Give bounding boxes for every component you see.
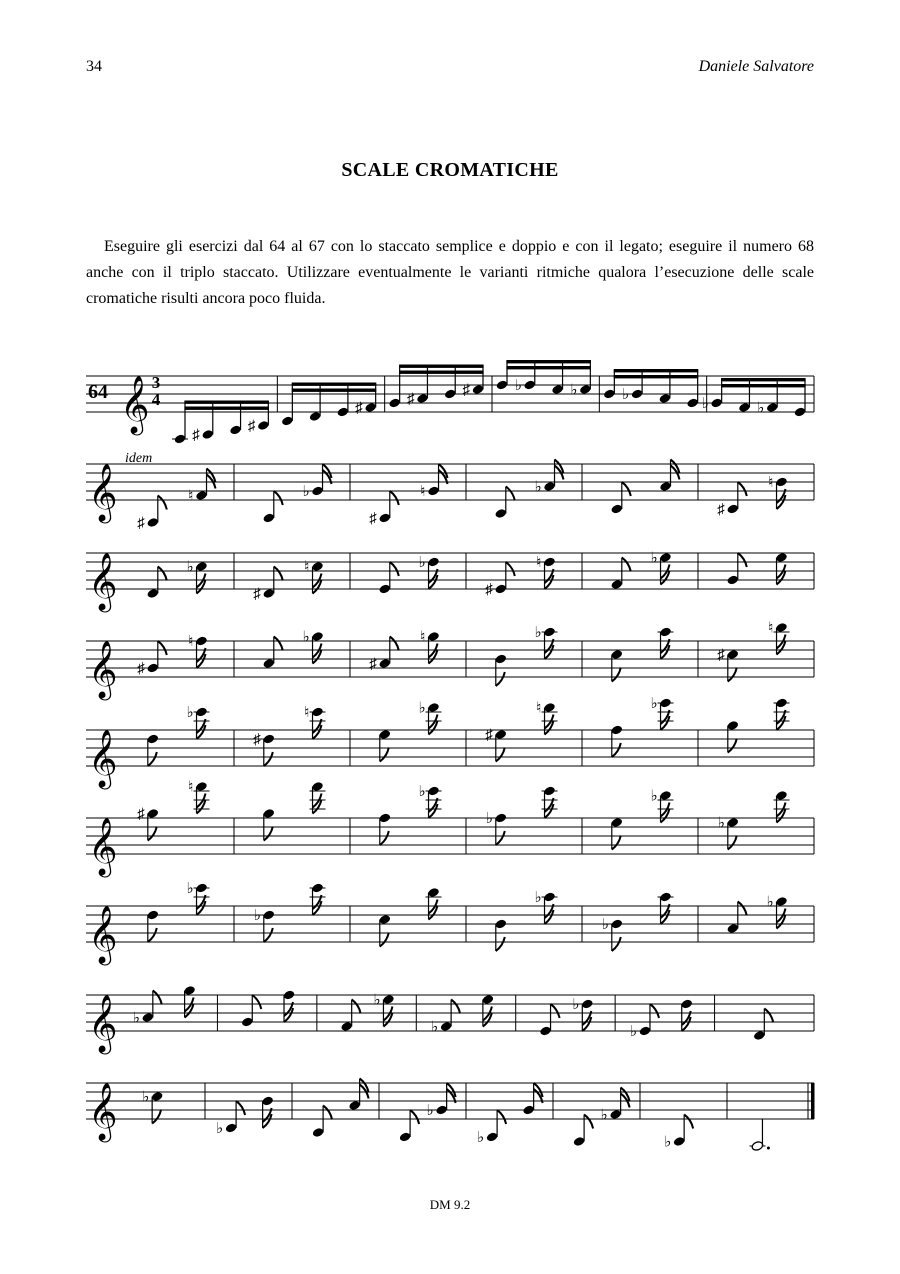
note-flag	[274, 491, 283, 505]
note-flag	[390, 562, 399, 576]
accidental: ♮	[768, 475, 774, 491]
measure	[726, 697, 789, 752]
measure	[253, 560, 324, 603]
accidental: ♭	[664, 1134, 672, 1151]
final-thick-bar	[811, 1083, 815, 1119]
note-flag	[622, 558, 631, 572]
note-flag	[496, 748, 505, 762]
beam	[399, 371, 484, 374]
accidental: ♮	[768, 620, 774, 637]
measure	[281, 383, 377, 427]
note-flag	[158, 496, 167, 510]
accidental: ♭	[622, 387, 630, 403]
beam	[292, 383, 377, 386]
beam	[506, 366, 591, 369]
staff-system	[86, 621, 814, 702]
measure	[610, 789, 673, 850]
accidental: ♯	[253, 586, 261, 603]
accidental: ♭	[132, 1010, 140, 1027]
accidental: ♭	[701, 396, 709, 412]
accidental: ♮	[536, 555, 542, 571]
accidental: ♭	[431, 1019, 439, 1036]
accidental: ♭	[534, 625, 542, 641]
note-flag	[148, 928, 157, 942]
staff-system	[86, 780, 814, 879]
note-flag	[738, 553, 747, 567]
measure	[630, 998, 693, 1040]
accidental: ♮	[188, 634, 194, 650]
accidental: ♭	[186, 881, 194, 897]
measure	[369, 464, 447, 527]
beam	[721, 378, 806, 381]
accidental: ♭	[216, 1121, 224, 1137]
note-flag	[650, 1004, 659, 1018]
note-flag	[728, 836, 737, 850]
treble-clef: 𝄞	[88, 818, 118, 874]
time-signature-denominator: 4	[151, 390, 161, 409]
treble-clef: 𝄞	[88, 730, 118, 786]
page-number: 34	[86, 58, 102, 75]
accidental: ♭	[186, 559, 194, 576]
accidental: ♯	[485, 727, 493, 744]
note-flag	[496, 672, 505, 686]
accidental: ♯	[137, 515, 145, 532]
accidental: ♮	[304, 705, 310, 721]
treble-clef: 𝄞	[120, 376, 150, 432]
measure	[262, 781, 325, 841]
accidental: ♮	[304, 559, 310, 576]
note-flag	[153, 991, 162, 1005]
measure	[137, 634, 208, 677]
note-flag	[584, 1115, 593, 1129]
accidental: ♭	[534, 890, 542, 906]
measure	[726, 552, 788, 586]
accidental: ♭	[373, 992, 381, 1009]
note-flag	[380, 831, 389, 845]
measure	[172, 401, 270, 445]
measure	[133, 985, 196, 1027]
accidental: ♯	[369, 511, 377, 527]
accidental: ♯	[717, 502, 725, 518]
accidental: ♭	[629, 1024, 637, 1040]
note-flag	[496, 937, 505, 951]
note-flag	[274, 567, 283, 581]
staff-system	[86, 696, 814, 790]
measure	[610, 551, 672, 591]
note-flag	[684, 1115, 693, 1129]
measure	[749, 1119, 770, 1152]
accidental: ♯	[717, 647, 725, 664]
beam	[399, 365, 484, 368]
accidental: ♭	[186, 705, 194, 721]
measure	[312, 1079, 369, 1139]
accidental: ♭	[418, 555, 426, 571]
measure	[485, 555, 556, 598]
staff-system	[86, 551, 814, 614]
note-flag	[612, 668, 621, 682]
accidental: ♭	[477, 1130, 485, 1146]
accidental: ♯	[253, 732, 261, 748]
accidental: ♭	[426, 1103, 434, 1119]
staff-system	[86, 360, 814, 445]
measure	[726, 895, 788, 935]
measure	[369, 630, 440, 673]
note-flag	[236, 1101, 245, 1115]
note-flag	[352, 1000, 361, 1014]
beam	[721, 384, 806, 387]
beam	[614, 369, 699, 372]
beam	[506, 360, 591, 363]
note-flag	[612, 743, 621, 757]
measure	[717, 475, 788, 518]
accidental: ♭	[514, 378, 522, 394]
accidental: ♯	[485, 582, 493, 598]
staff-system	[86, 985, 814, 1055]
accidental: ♭	[302, 484, 310, 500]
note-flag	[612, 937, 621, 951]
note-flag	[506, 562, 515, 576]
accidental: ♮	[188, 488, 194, 505]
note-flag	[410, 1110, 419, 1124]
staff-system	[86, 460, 814, 532]
time-signature-numerator: 3	[151, 373, 161, 392]
accidental: ♮	[536, 700, 542, 717]
treble-clef: 𝄞	[88, 641, 118, 697]
accidental: ♯	[369, 656, 377, 673]
measure	[610, 626, 673, 681]
accidental: ♭	[418, 784, 426, 800]
measure	[718, 790, 790, 850]
note-flag	[158, 567, 167, 581]
note-flag	[497, 1110, 506, 1124]
footer-code: DM 9.2	[429, 1197, 471, 1212]
measure	[378, 701, 441, 762]
note-flag	[390, 637, 399, 651]
accidental: ♯	[137, 661, 145, 677]
measure	[137, 780, 209, 841]
note-flag	[148, 827, 157, 841]
accidental: ♮	[188, 779, 194, 796]
measure	[717, 621, 789, 682]
treble-clef: 𝄞	[88, 906, 118, 962]
idem-marking: idem	[125, 451, 153, 466]
note-flag	[738, 902, 747, 916]
note-flag	[728, 739, 737, 753]
measure	[340, 993, 395, 1033]
augmentation-dot	[767, 1147, 770, 1150]
staff-system	[86, 881, 814, 966]
note-flag	[152, 1110, 161, 1124]
accidental: ♮	[420, 629, 426, 646]
accidental: ♭	[534, 479, 542, 496]
note-flag	[380, 748, 389, 762]
accidental: ♯	[192, 427, 200, 444]
accidental: ♭	[485, 811, 493, 827]
treble-clef: 𝄞	[88, 995, 118, 1051]
note-flag	[451, 1000, 460, 1014]
note-flag	[390, 491, 399, 505]
note-flag	[148, 752, 157, 766]
note-flag	[380, 933, 389, 947]
accidental: ♭	[650, 550, 658, 567]
exercise-number: 64	[88, 381, 108, 403]
accidental: ♭	[302, 629, 310, 646]
treble-clef: 𝄞	[88, 464, 118, 520]
note-flag	[764, 1009, 773, 1023]
staff-system	[86, 1079, 815, 1152]
measure	[146, 560, 208, 600]
accidental: ♭	[418, 700, 426, 717]
accidental: ♯	[355, 400, 363, 417]
accidental: ♭	[650, 696, 658, 712]
note-flag	[728, 668, 737, 682]
note-flag	[264, 928, 273, 942]
treble-clef: 𝄞	[88, 1083, 118, 1139]
accidental: ♯	[406, 391, 415, 408]
accidental: ♭	[142, 1089, 150, 1106]
note-flag	[612, 836, 621, 850]
accidental: ♯	[137, 806, 145, 823]
beam	[184, 401, 269, 404]
measure	[142, 1090, 164, 1124]
accidental: ♭	[757, 400, 765, 417]
instructions-paragraph: Eseguire gli esercizi dal 64 al 67 con lo staccato semplice e doppio e con il legato; eseguire il numero 68 anche con il triplo staccato. Utilizzare eventualmente le varianti ritmiche qualora l’esecuzione delle scale cromatiche risulti ancora poco fluida.	[86, 238, 814, 307]
note-flag	[252, 995, 261, 1009]
accidental: ♭	[253, 908, 261, 924]
measure	[664, 1115, 693, 1151]
accidental: ♮	[420, 484, 426, 500]
note-flag	[264, 752, 273, 766]
note-flag	[551, 1004, 560, 1018]
accidental: ♭	[601, 917, 609, 933]
beam	[184, 407, 269, 410]
note-flag	[506, 487, 515, 501]
beam	[614, 375, 699, 378]
measure	[610, 460, 679, 515]
accidental: ♭	[717, 815, 725, 832]
accidental: ♯	[247, 418, 256, 435]
accidental: ♭	[600, 1107, 608, 1124]
measure	[496, 360, 592, 399]
measure	[573, 1088, 630, 1148]
treble-clef: 𝄞	[88, 553, 118, 609]
accidental: ♭	[650, 788, 658, 805]
accidental: ♭	[766, 894, 774, 911]
measure	[388, 365, 484, 409]
note-flag	[738, 482, 747, 496]
measure	[262, 630, 324, 670]
accidental: ♭	[570, 382, 578, 399]
note-flag	[622, 482, 631, 496]
note-flag	[274, 637, 283, 651]
accidental: ♯	[462, 382, 470, 399]
measure	[494, 460, 563, 520]
measure	[378, 887, 441, 947]
beam	[292, 389, 377, 392]
note-flag	[158, 641, 167, 655]
accidental: ♭	[572, 997, 580, 1013]
note-flag	[264, 827, 273, 841]
measure	[485, 701, 557, 762]
section-title: SCALE CROMATICHE	[341, 159, 559, 181]
note-flag	[496, 831, 505, 845]
author-name: Daniele Salvatore	[698, 58, 814, 75]
measure	[431, 994, 494, 1036]
measure	[216, 1095, 274, 1137]
note-flag	[323, 1106, 332, 1120]
